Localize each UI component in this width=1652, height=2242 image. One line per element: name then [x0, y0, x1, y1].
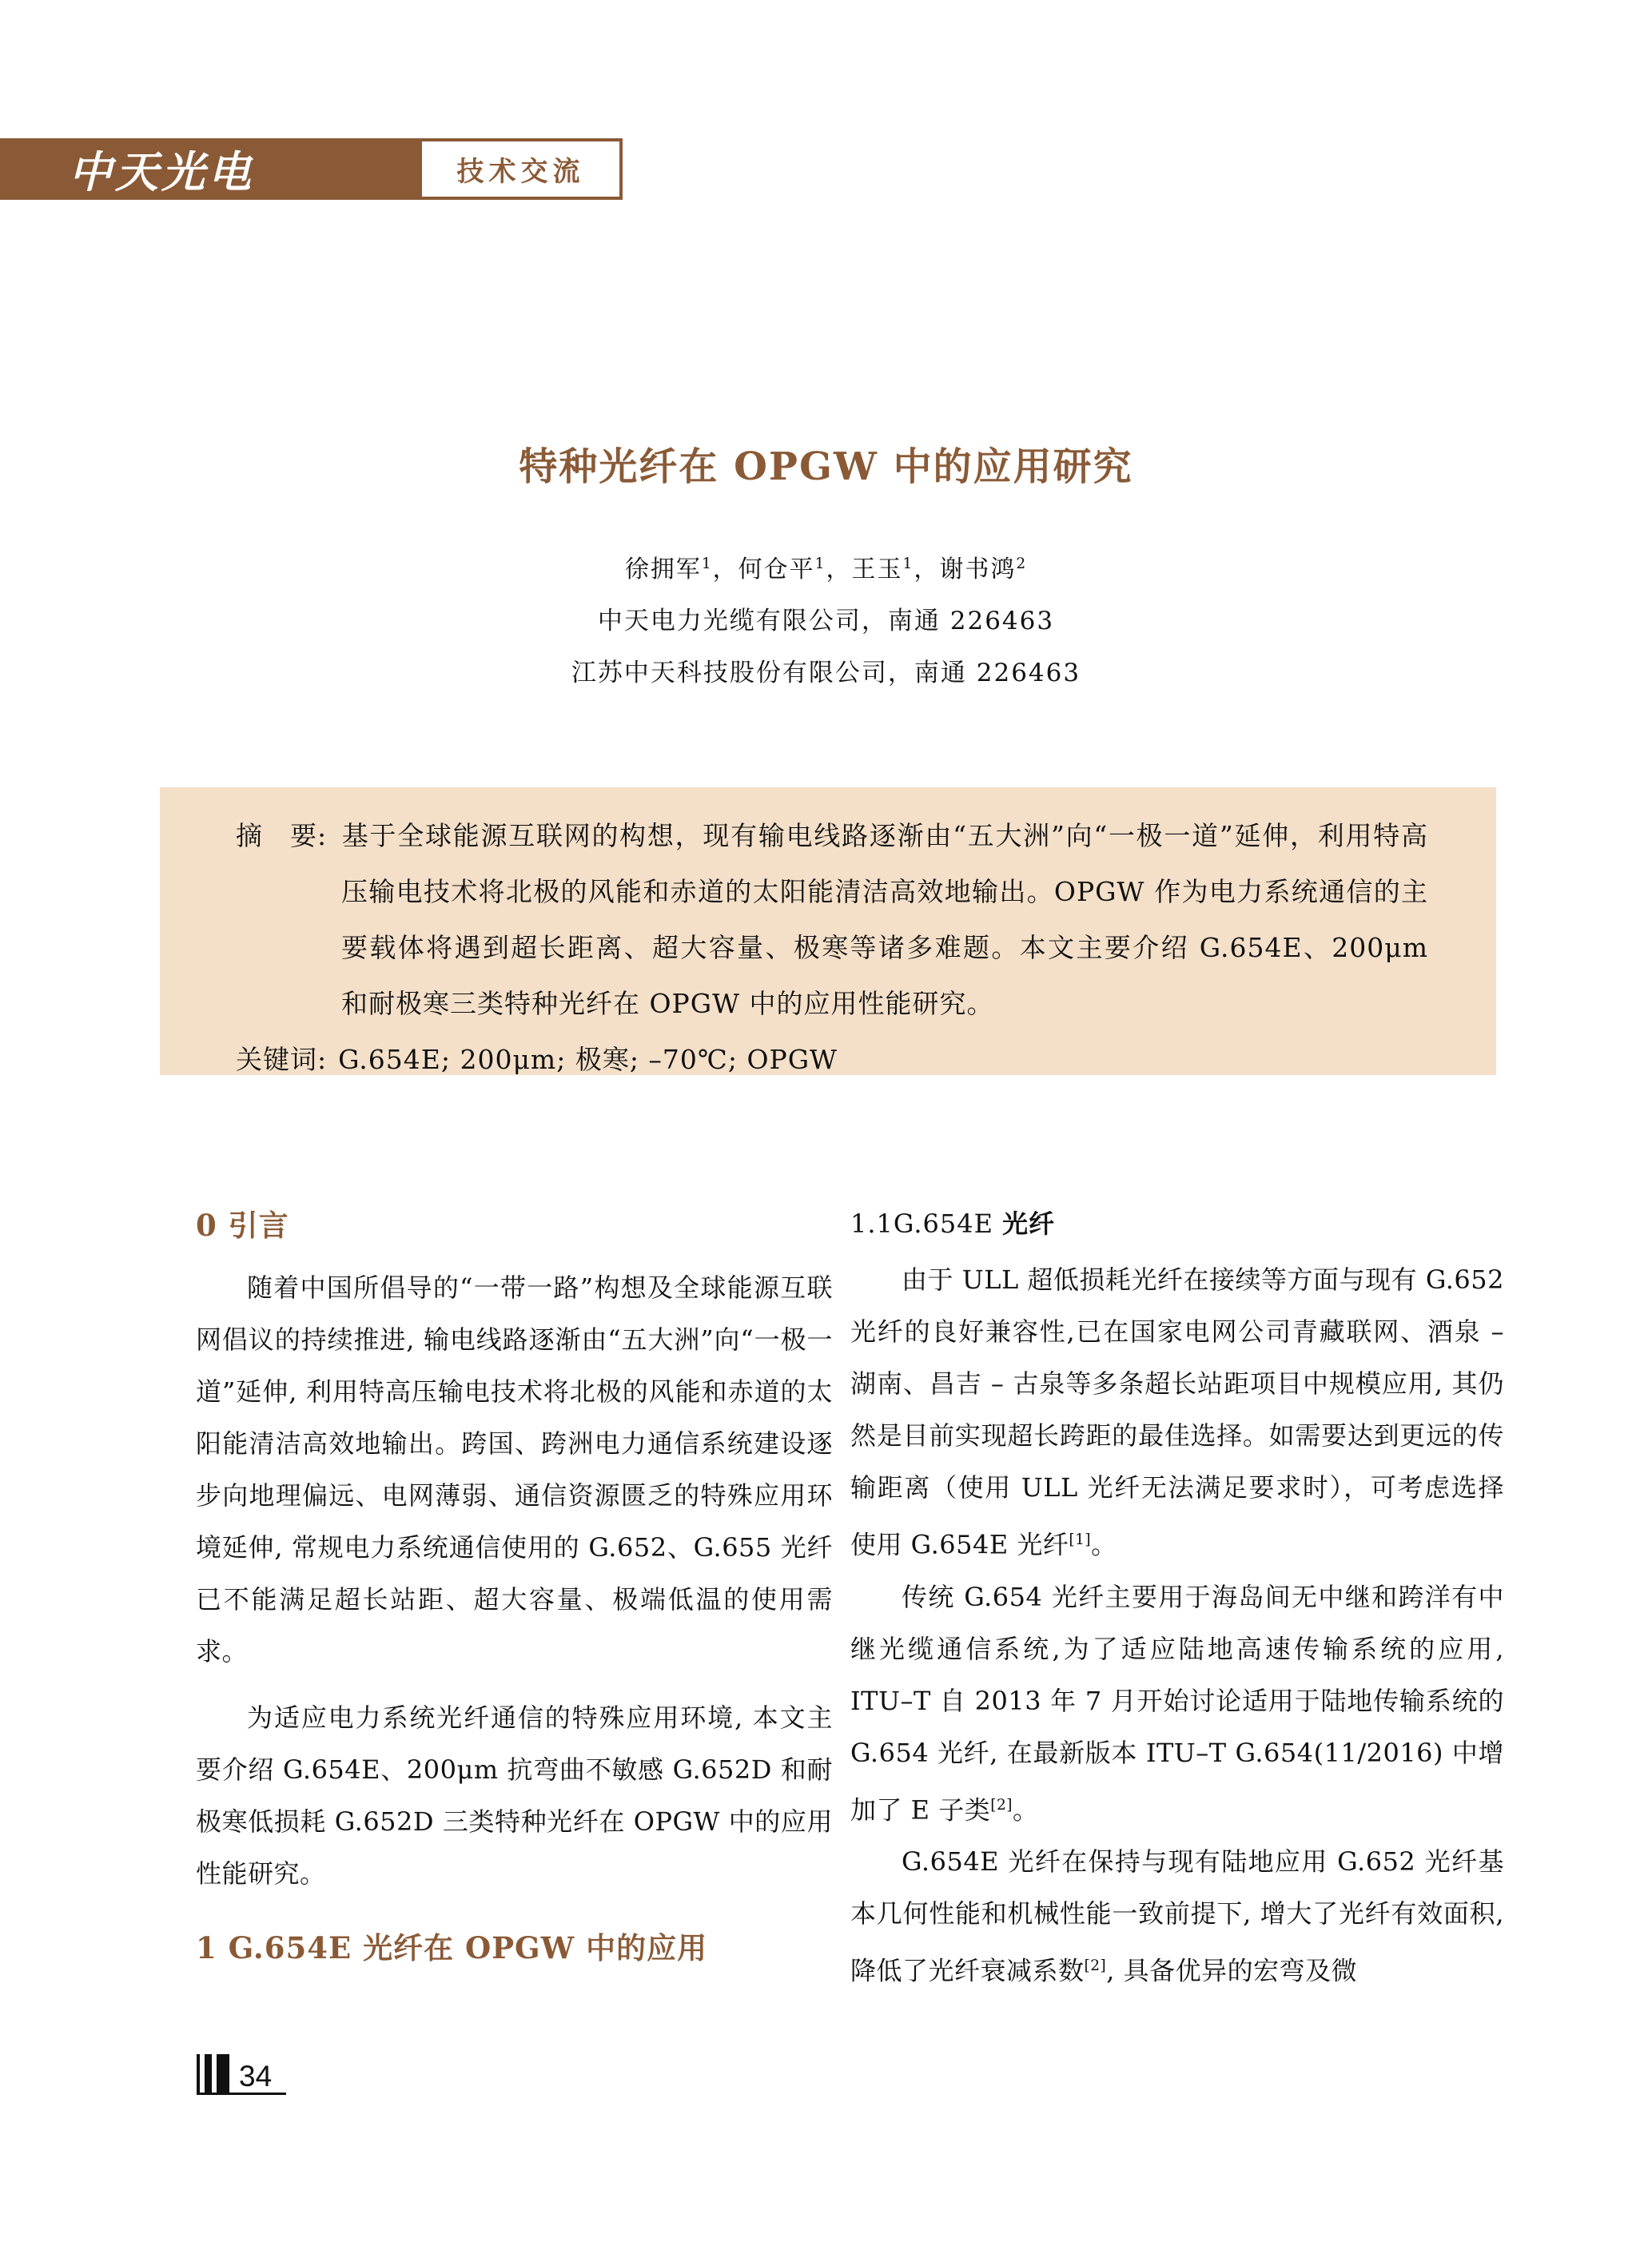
- abstract-text: 基于全球能源互联网的构想，现有输电线路逐渐由“五大洲”向“一极一道”延伸，利用特高压输电技术将北极的风能和赤道的太阳能清洁高效地输出。OPGW 作为电力系统通信的主要载体将遇到超长距离、超大容量、极寒等诸多难题。本文主要介绍 G.654E、200μm 和耐极寒三类特种光纤在 OPGW 中的应用性能研究。: [341, 820, 1428, 1019]
- paragraph: G.654E 光纤在保持与现有陆地应用 G.652 光纤基本几何性能和机械性能一致前提下, 增大了光纤有效面积, 降低了光纤衰减系数[2], 具备优异的宏弯及微: [850, 1846, 1504, 1986]
- keywords-line: [236, 1032, 1428, 1088]
- paragraph: 随着中国所倡导的“一带一路”构想及全球能源互联网倡议的持续推进, 输电线路逐渐由“五大洲”向“一极一道”延伸, 利用特高压输电技术将北极的风能和赤道的太阳能清洁高效地输出。跨国、跨洲电力通信系统建设逐步向地理偏远、电网薄弱、通信资源匮乏的特殊应用环境延伸, 常规电力系统通信使用的 G.652、G.655 光纤已不能满足超长站距、超大容量、极端低温的使用需求。: [196, 1272, 833, 1667]
- keywords-text: G.654E; 200μm; 极寒; –70℃; OPGW: [338, 1044, 838, 1075]
- page-marker-bars-icon: [197, 2054, 229, 2093]
- page-number-marker: [197, 2053, 286, 2095]
- left-column: [196, 1203, 833, 1997]
- section-heading: 1 G.654E 光纤在 OPGW 中的应用: [196, 1930, 708, 1965]
- paragraph: 为适应电力系统光纤通信的特殊应用环境, 本文主要介绍 G.654E、200μm 抗弯曲不敏感 G.652D 和耐极寒低损耗 G.652D 三类特种光纤在 OPGW 中的应用性能研究。: [196, 1702, 833, 1889]
- abstract-paragraph: [236, 808, 1428, 1032]
- body-columns: [196, 1203, 1504, 1997]
- page-number: 34: [239, 2060, 273, 2093]
- column-badge: [419, 138, 623, 200]
- page-title: 特种光纤在 OPGW 中的应用研究: [519, 444, 1133, 489]
- authors-line: 徐拥军$^1$，何仓平$^1$，王玉$^1$，谢书鸿$^2$: [624, 556, 1028, 583]
- keywords-label: 关键词:: [236, 1044, 328, 1075]
- right-column: [850, 1203, 1504, 1997]
- paragraph: 传统 G.654 光纤主要用于海岛间无中继和跨洋有中继光缆通信系统,为了适应陆地高速传输系统的应用, ITU–T 自 2013 年 7 月开始讨论适用于陆地传输系统的 G.654 光纤, 在最新版本 ITU–T G.654(11/2016) 中增加了 E 子类[2]。: [850, 1581, 1504, 1826]
- affiliation-1: 中天电力光缆有限公司，南通 226463: [597, 607, 1055, 635]
- section-heading: 0 引言: [196, 1208, 289, 1243]
- header-brand-band: [0, 138, 419, 200]
- brand-logo: 中天光电: [69, 146, 254, 197]
- subsection-heading: 1.1G.654E 光纤: [850, 1209, 1056, 1239]
- abstract-label: 摘 要:: [236, 820, 328, 851]
- column-badge-label: 技术交流: [456, 157, 585, 187]
- paragraph: 由于 ULL 超低损耗光纤在接续等方面与现有 G.652 光纤的良好兼容性,已在国家电网公司青藏联网、酒泉 – 湖南、昌吉 – 古泉等多条超长站距项目中规模应用, 其仍然是目前实现超长跨距的最佳选择。如需要达到更远的传输距离（使用 ULL 光纤无法满足要求时），可考虑选择使用 G.654E 光纤[1]。: [850, 1264, 1504, 1560]
- abstract-box: [160, 787, 1496, 1075]
- affiliation-2: 江苏中天科技股份有限公司，南通 226463: [571, 659, 1081, 687]
